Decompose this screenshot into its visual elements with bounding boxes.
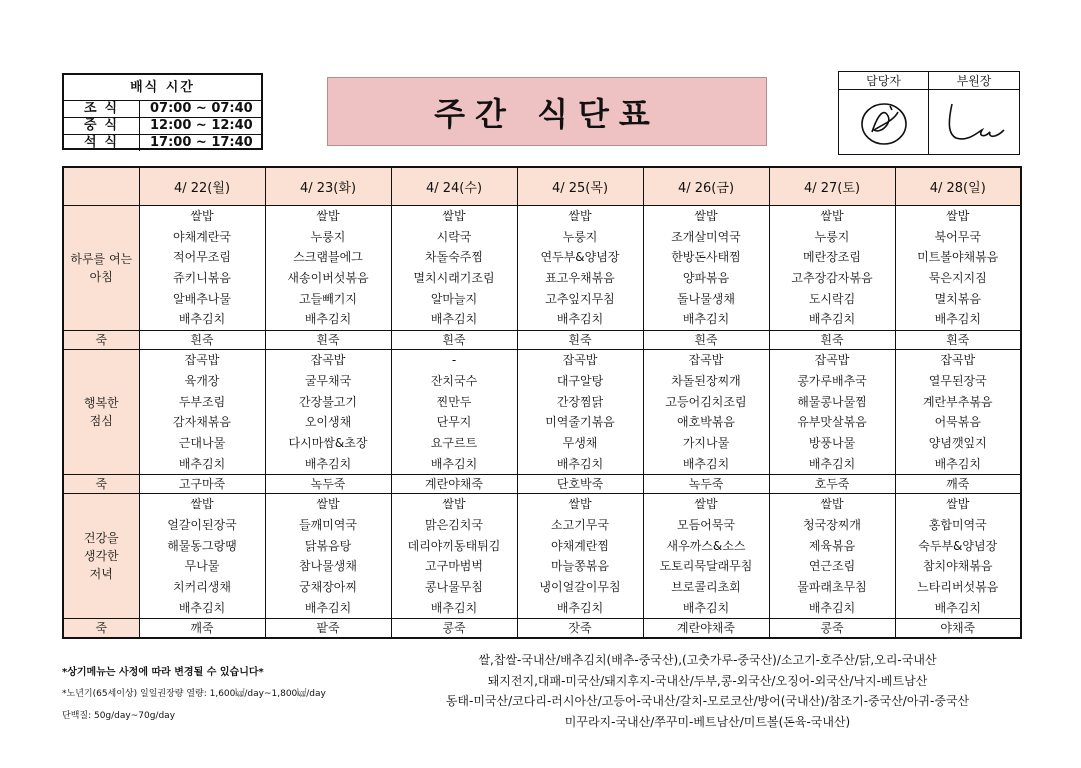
day-header: 4/ 27(토) [769,167,895,206]
porridge-cell: 흰죽 [517,331,643,350]
menu-item: 배추김치 [808,312,856,327]
menu-item: 청국장찌개 [803,517,861,532]
menu-item: 쌀밥 [190,497,214,512]
menu-cell [265,494,391,619]
menu-item: 잡곡밥 [184,353,220,368]
menu-item: 참나물생채 [299,559,357,574]
menu-item: 느타리버섯볶음 [917,580,999,594]
menu-item: 누룽지 [310,229,346,244]
menu-cell [643,350,769,475]
menu-item: 제육볶음 [808,538,856,553]
menu-item: 양파볶음 [682,271,730,286]
porridge-cell: 콩죽 [391,619,517,639]
menu-item: 차돌숙주찜 [425,250,483,265]
menu-item: 소고기무국 [551,517,609,532]
menu-item: 대구알탕 [556,373,604,388]
menu-item: 쥬키니볶음 [173,271,231,286]
menu-item: 묵은지지짐 [928,271,987,286]
menu-item: 고구마범벅 [425,559,483,574]
menu-item: 배추김치 [934,312,981,327]
porridge-cell: 단호박죽 [517,475,643,494]
menu-item: 계란부추볶음 [922,394,993,409]
porridge-cell: 콩죽 [769,619,895,639]
menu-item: 쌀밥 [820,209,844,223]
menu-item: 단무지 [436,415,472,430]
menu-item: 배추김치 [934,456,981,471]
porridge-cell: 흰죽 [265,331,391,350]
menu-cell [517,494,643,619]
menu-item: 배추김치 [556,456,604,471]
menu-item: 열무된장국 [928,373,987,388]
menu-item: 감자채볶음 [173,415,231,430]
menu-item: 홍합미역국 [928,517,987,532]
serving-meal-label: 석식 [64,135,140,151]
porridge-cell: 녹두죽 [643,475,769,494]
menu-cell [391,494,517,619]
menu-item: 야채계란국 [173,229,231,244]
menu-item: 가지나물 [682,435,730,450]
porridge-cell: 계란야채죽 [643,619,769,639]
serving-time-title: 배식 시간 [64,75,261,101]
menu-cell [769,494,895,619]
menu-item: 무나물 [184,559,220,574]
title-banner [327,77,767,146]
menu-cell [643,494,769,619]
menu-cell [265,206,391,331]
menu-item: 잡곡밥 [688,353,724,368]
menu-item: 해물동그랑땡 [167,538,237,553]
menu-item: 간장불고기 [299,394,357,409]
menu-cell [517,350,643,475]
menu-item: 미역줄기볶음 [545,415,615,430]
menu-body [63,206,1021,639]
menu-cell [769,350,895,475]
dinner_porridge-label: 죽 [63,619,139,639]
menu-item: 해물콩나물찜 [797,394,867,409]
menu-item: 배추김치 [430,600,478,615]
menu-item: 쌀밥 [568,209,592,223]
menu-item: 다시마쌈&초장 [288,435,368,450]
menu-item: 알마늘지 [430,291,478,306]
menu-item: 쌀밥 [442,209,466,223]
serving-time-box [62,73,263,150]
day-header: 4/ 28(일) [895,167,1021,206]
porridge-cell: 계란야채죽 [391,475,517,494]
menu-item: 배추김치 [934,600,981,615]
menu-item: 북어무국 [934,229,981,244]
menu-item: 쌀밥 [190,209,214,223]
menu-item: 적어무조림 [173,250,231,265]
menu-item: 배추김치 [304,600,352,615]
menu-item: 배추김치 [682,456,730,471]
menu-item: 고추장감자볶음 [791,271,873,286]
menu-item: 간장찜닭 [556,394,604,409]
origin-line: 동태-미국산/코다리-러시아산/고등어-국내산/갈치-모로코산/방어(국내산)/참조기-중국산/아귀-중국산 [445,694,970,708]
menu-item: 무생채 [562,435,598,450]
porridge-cell: 호두죽 [769,475,895,494]
menu-item: 두부조림 [178,394,226,409]
porridge-cell: 흰죽 [769,331,895,350]
menu-item: 애호박볶음 [677,415,735,430]
porridge-cell: 야채죽 [895,619,1021,639]
porridge-cell: 흰죽 [139,331,265,350]
menu-item: 배추김치 [556,600,604,615]
menu-item: 쌀밥 [946,497,970,512]
lunch-row [63,350,1021,475]
menu-item: 냉이얼갈이무침 [539,580,621,594]
menu-item: 육개장 [184,373,220,388]
serving-time-row [64,101,261,118]
menu-item: 고들빼기지 [299,291,357,306]
menu-item: 배추김치 [178,312,226,327]
menu-item: 시락국 [436,229,472,244]
menu-item: 요구르트 [430,435,478,450]
deputy-signature-icon [934,94,1014,150]
porridge-cell: 녹두죽 [265,475,391,494]
menu-item: 멸치시래기조림 [413,271,495,286]
menu-item: 알배추나물 [173,291,231,306]
menu-cell [895,494,1021,619]
menu-item: 도토리묵달래무침 [659,559,753,574]
menu-item: 고추잎지무침 [545,291,615,306]
menu-item: 연근조림 [808,559,856,574]
dinner_porridge-row [63,619,1021,639]
day-header: 4/ 22(월) [139,167,265,206]
menu-item: 치커리생채 [173,580,231,594]
menu-item: 오이생채 [304,415,352,430]
menu-item: 야채계란찜 [551,538,609,553]
menu-item: 잡곡밥 [562,353,598,368]
day-header: 4/ 26(금) [643,167,769,206]
serving-meal-time: 17:00 ~ 17:40 [150,135,253,150]
day-header: 4/ 23(화) [265,167,391,206]
day-header: 4/ 25(목) [517,167,643,206]
date-header-row [63,167,1021,206]
lunch_porridge-row [63,475,1021,494]
menu-item: 새우까스&소스 [666,538,746,553]
menu-item: 마늘쫑볶음 [551,559,609,574]
menu-item: 숙두부&양념장 [918,538,998,553]
menu-item: 도시락김 [808,291,856,306]
serving-meal-time: 07:00 ~ 07:40 [150,101,253,116]
menu-item: 누룽지 [814,229,850,244]
menu-item: 들깨미역국 [299,517,357,532]
menu-item: 배추김치 [682,312,730,327]
menu-item: 근대나물 [178,435,226,450]
menu-item: 어묵볶음 [934,415,981,430]
menu-item: 배추김치 [430,456,478,471]
menu-item: 쌀밥 [946,209,970,223]
menu-item: 쌀밥 [694,497,718,512]
menu-item: 물파래초무침 [797,580,867,594]
menu-item: 연두부&양념장 [540,250,620,265]
porridge-cell: 깨죽 [139,619,265,639]
breakfast-row [63,206,1021,331]
porridge-cell: 깨죽 [895,475,1021,494]
porridge-cell: 잣죽 [517,619,643,639]
serving-time-row [64,135,261,151]
lunch-label: 행복한 점심 [63,350,139,475]
menu-item: 고등어김치조림 [665,394,747,409]
origin-line: 미꾸라지-국내산/쭈꾸미-베트남산/미트볼(돈육-국내산) [564,714,851,729]
manager-label: 담당자 [839,72,929,90]
menu-item: 배추김치 [178,600,226,615]
day-header: 4/ 24(수) [391,167,517,206]
porridge-cell: 흰죽 [391,331,517,350]
menu-item: 배추김치 [808,456,856,471]
menu-item: 참치야채볶음 [922,559,993,574]
serving-time-row [64,118,261,135]
menu-item: 닭볶음탕 [304,538,352,553]
menu-item: 누룽지 [562,229,598,244]
menu-item: 쌀밥 [316,497,340,512]
menu-item: 양념깻잎지 [928,435,987,450]
menu-cell [265,350,391,475]
manager-signature [839,90,929,154]
menu-item: 굴무채국 [304,373,352,388]
menu-item: 배추김치 [556,312,604,327]
menu-item: 쌀밥 [316,209,340,223]
menu-item: 유부맛살볶음 [797,415,867,430]
breakfast-label: 하루를 여는 아침 [63,206,139,331]
menu-cell [517,206,643,331]
manager-signature-icon [844,94,924,150]
menu-item: 조개살미역국 [671,229,741,244]
menu-item: - [451,353,457,368]
dinner-label: 건강을 생각한 저녁 [63,494,139,619]
menu-item: 콩나물무침 [425,580,483,594]
porridge-cell: 흰죽 [643,331,769,350]
menu-item: 돌나물생채 [677,291,735,306]
origin-line: 쌀,찹쌀-국내산/배추김치(배추-중국산),(고춧가루-중국산)/소고기-호주산/닭,오리-국내산 [478,653,937,667]
menu-cell [391,206,517,331]
serving-meal-label: 중식 [64,118,140,134]
menu-item: 쌀밥 [694,209,718,223]
menu-item: 쌀밥 [568,497,592,512]
menu-item: 궁채장아찌 [299,580,357,594]
breakfast_porridge-row [63,331,1021,350]
lunch_porridge-label: 죽 [63,475,139,494]
menu-item: 브로콜리초회 [671,580,741,594]
menu-item: 배추김치 [430,312,478,327]
menu-item: 배추김치 [682,600,730,615]
origin-info [395,650,1020,732]
menu-item: 쌀밥 [442,497,466,512]
menu-cell [391,350,517,475]
menu-item: 표고우채볶음 [545,271,615,286]
porridge-cell: 팥죽 [265,619,391,639]
menu-item: 얼갈이된장국 [167,517,237,532]
corner-cell [63,167,139,206]
menu-item: 차돌된장찌개 [671,373,741,388]
menu-item: 배추김치 [808,600,856,615]
menu-item: 데리야끼동태튀김 [407,538,501,553]
origin-line: 돼지전지,대패-미국산/돼지후지-국내산/두부,콩-외국산/오징어-외국산/낙지-베트남산 [487,673,928,688]
menu-item: 미트볼야채볶음 [917,250,999,265]
serving-meal-label: 조식 [64,101,140,117]
deputy-signature [929,90,1019,154]
dinner-row [63,494,1021,619]
approval-box [838,71,1020,155]
menu-item: 잔치국수 [430,373,478,388]
menu-item: 잡곡밥 [940,353,976,368]
menu-item: 방풍나물 [808,435,856,450]
protein-recommendation: 단백질: 50g/day~70g/day [62,711,176,721]
menu-item: 멸치볶음 [934,291,981,306]
menu-item: 쌀밥 [820,497,844,512]
menu-item: 잡곡밥 [814,353,850,368]
menu-item: 배추김치 [304,456,352,471]
menu-cell [643,206,769,331]
change-notice: *상기메뉴는 사정에 따라 변경될 수 있습니다* [62,667,264,678]
breakfast_porridge-label: 죽 [63,331,139,350]
porridge-cell: 고구마죽 [139,475,265,494]
deputy-label: 부원장 [929,72,1019,90]
menu-item: 잡곡밥 [310,353,346,368]
menu-item: 메란장조림 [803,250,861,265]
menu-cell [895,206,1021,331]
menu-item: 콩가루배추국 [797,373,867,388]
menu-item: 스크램블에그 [293,250,363,265]
menu-item: 찐만두 [436,394,472,409]
menu-item: 맑은김치국 [425,517,483,532]
menu-item: 모듬어묵국 [677,517,735,532]
menu-cell [769,206,895,331]
weekly-menu-table [62,166,1022,639]
menu-item: 새송이버섯볶음 [287,271,369,286]
page-title: 주간 식단표 [434,94,660,133]
menu-cell [139,494,265,619]
menu-cell [139,350,265,475]
menu-item: 배추김치 [304,312,352,327]
porridge-cell: 흰죽 [895,331,1021,350]
menu-cell [895,350,1021,475]
menu-item: 한방돈사태찜 [671,250,741,265]
serving-meal-time: 12:00 ~ 12:40 [150,118,253,133]
energy-recommendation: *노년기(65세이상) 일일권장량 열량: 1,600㎉/day~1,800㎉/day [62,689,326,699]
menu-item: 배추김치 [178,456,226,471]
menu-cell [139,206,265,331]
